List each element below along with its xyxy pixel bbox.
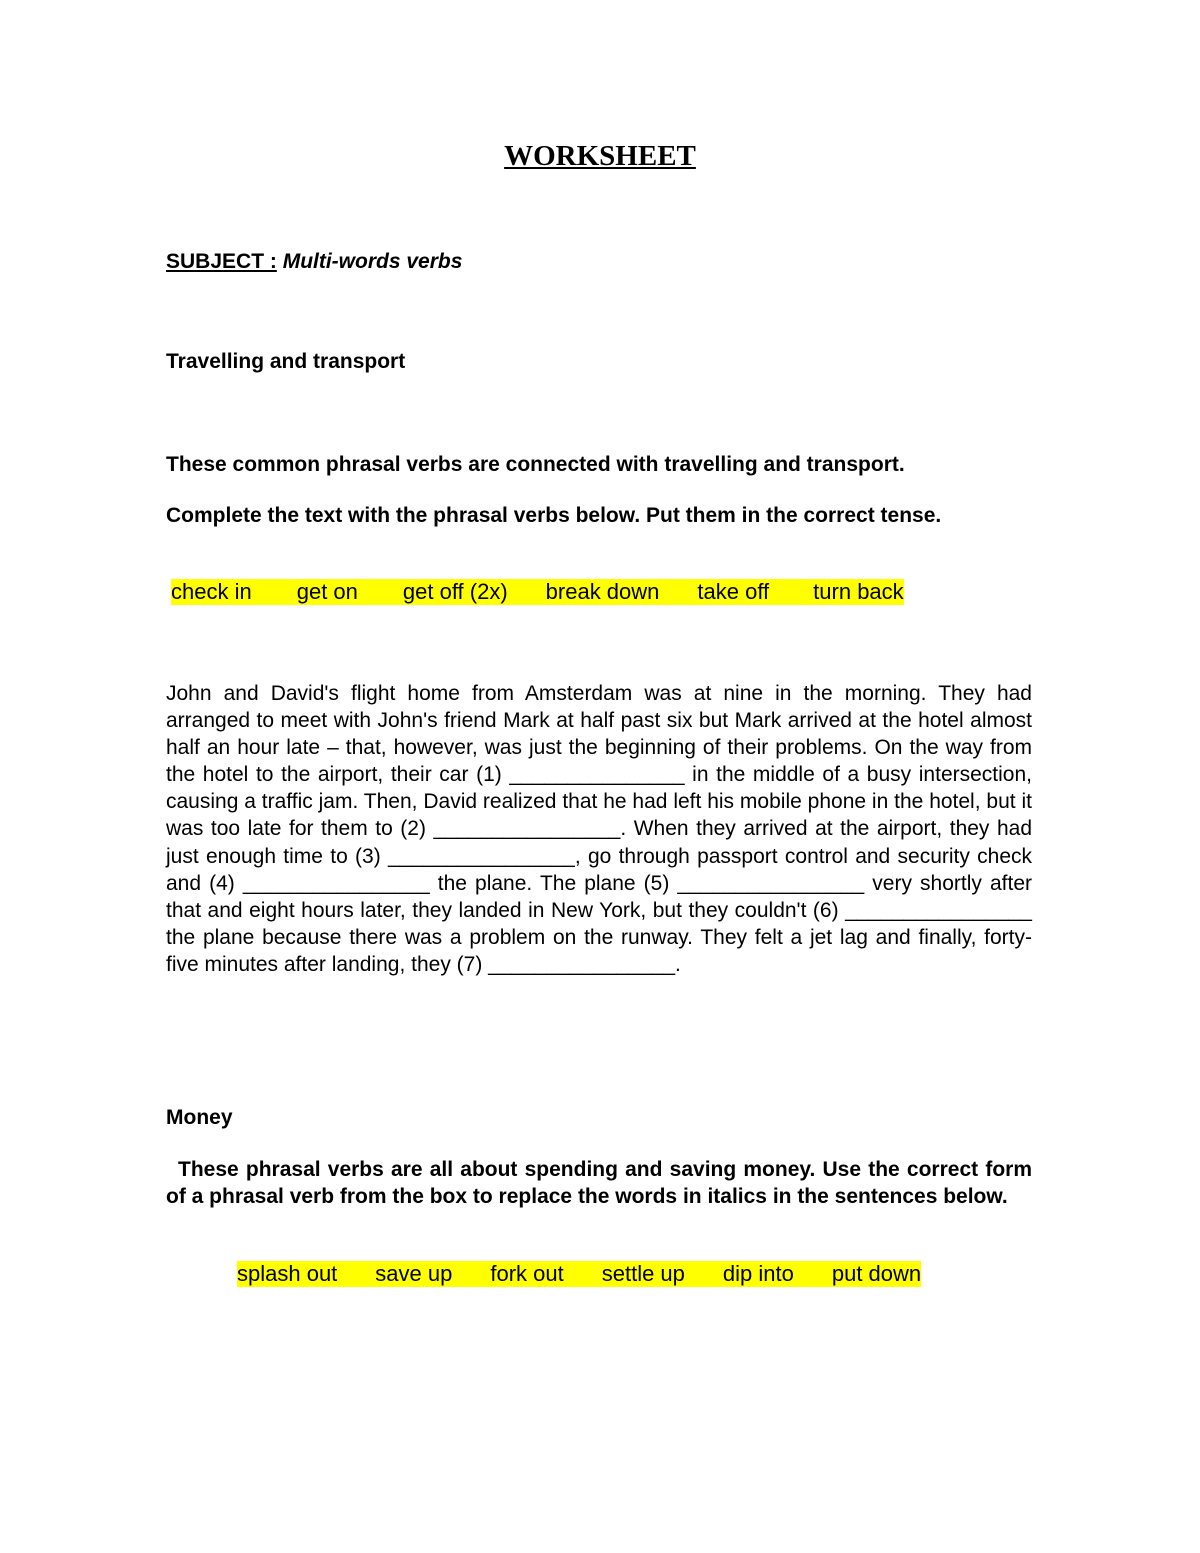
- travel-word: check in: [171, 579, 252, 604]
- travel-instruction: Complete the text with the phrasal verbs below. Put them in the correct tense.: [166, 504, 942, 527]
- subject-line: [166, 250, 1032, 274]
- money-word: put down: [831, 1261, 922, 1286]
- travel-word: turn back: [813, 579, 904, 604]
- section-heading-money: Money: [166, 1106, 233, 1129]
- travel-word: break down: [545, 579, 660, 604]
- subject-value: Multi-words verbs: [282, 250, 463, 273]
- money-word: settle up: [601, 1261, 685, 1286]
- money-word: splash out: [237, 1261, 338, 1286]
- worksheet-title: WORKSHEET: [504, 140, 696, 172]
- money-word: save up: [375, 1261, 453, 1286]
- travel-word: get on: [296, 579, 358, 604]
- travel-word: take off: [697, 579, 770, 604]
- money-word: fork out: [490, 1261, 564, 1286]
- travel-intro: These common phrasal verbs are connected with travelling and transport.: [166, 453, 905, 476]
- travel-word-box: [171, 579, 904, 605]
- section-heading-travel: Travelling and transport: [166, 350, 406, 373]
- subject-label: SUBJECT :: [166, 250, 277, 273]
- travel-word: get off (2x): [402, 579, 508, 604]
- money-instruction: These phrasal verbs are all about spending and saving money. Use the correct form of a phrasal verb from the box to replace the words in italics in the sentences below.: [166, 1158, 1032, 1208]
- money-word: dip into: [722, 1261, 794, 1286]
- money-word-box: [237, 1261, 921, 1287]
- travel-story-paragraph: John and David's flight home from Amsterdam was at nine in the morning. They had arranged to meet with John's friend Mark at half past six but Mark arrived at the hotel almost half an hour late – that, however, was just the beginning of their problems. On the way from the hotel to the airport, their car (1) _______________ in the middle of a busy intersection, causing a traffic jam. Then, David realized that he had left his mobile phone in the hotel, but it was too late for them to (2) ________________. When they arrived at the airport, they had just enough time to (3) ________________, go through passport control and security check and (4) ________________ the plane. The plane (5) ________________ very shortly after that and eight hours later, they landed in New York, but they couldn't (6) ________________ the plane because there was a problem on the runway. They felt a jet lag and finally, forty-five minutes after landing, they (7) ________________.: [166, 682, 1032, 976]
